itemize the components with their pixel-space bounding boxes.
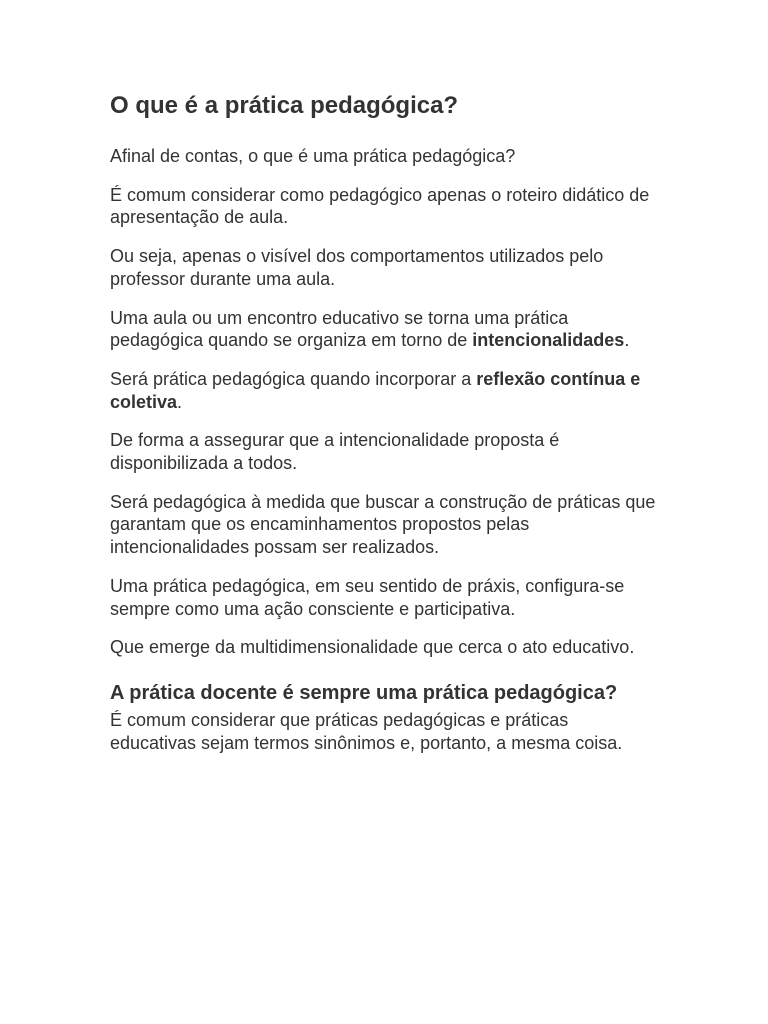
paragraph-5-bold-term: reflexão contínua e coletiva [110,368,641,412]
paragraph-4-text-end: . [624,330,630,351]
paragraph-4 [110,307,658,352]
paragraph-10: É comum considerar que práticas pedagógicas e práticas educativas sejam termos sinônimos e, portanto, a mesma coisa. [110,709,623,753]
paragraph-4-text-start: Uma aula ou um encontro educativo se torna uma prática pedagógica quando se organiza em torno de [110,307,569,351]
paragraph-6: De forma a assegurar que a intencionalidade proposta é disponibilizada a todos. [110,430,560,474]
paragraph-4-bold-term: intencionalidades [472,330,625,351]
article [110,88,658,770]
page-title: O que é a prática pedagógica? [110,92,459,119]
paragraph-5-text-end: . [177,391,183,412]
paragraph-7: Será pedagógica à medida que buscar a construção de práticas que garantam que os encaminhamentos propostos pelas intencionalidades possam ser realizados. [110,491,656,558]
paragraph-9: Que emerge da multidimensionalidade que cerca o ato educativo. [110,637,635,658]
paragraph-2: É comum considerar como pedagógico apenas o roteiro didático de apresentação de aula. [110,184,650,228]
section-subheading: A prática docente é sempre uma prática pedagógica? [110,681,618,704]
paragraph-3: Ou seja, apenas o visível dos comportamentos utilizados pelo professor durante uma aula. [110,246,604,289]
paragraph-1: Afinal de contas, o que é uma prática pedagógica? [110,146,516,166]
paragraph-5 [110,368,658,413]
paragraph-5-text-start: Será prática pedagógica quando incorporar a [110,368,477,389]
paragraph-8: Uma prática pedagógica, em seu sentido de práxis, configura-se sempre como uma ação consciente e participativa. [110,575,625,619]
